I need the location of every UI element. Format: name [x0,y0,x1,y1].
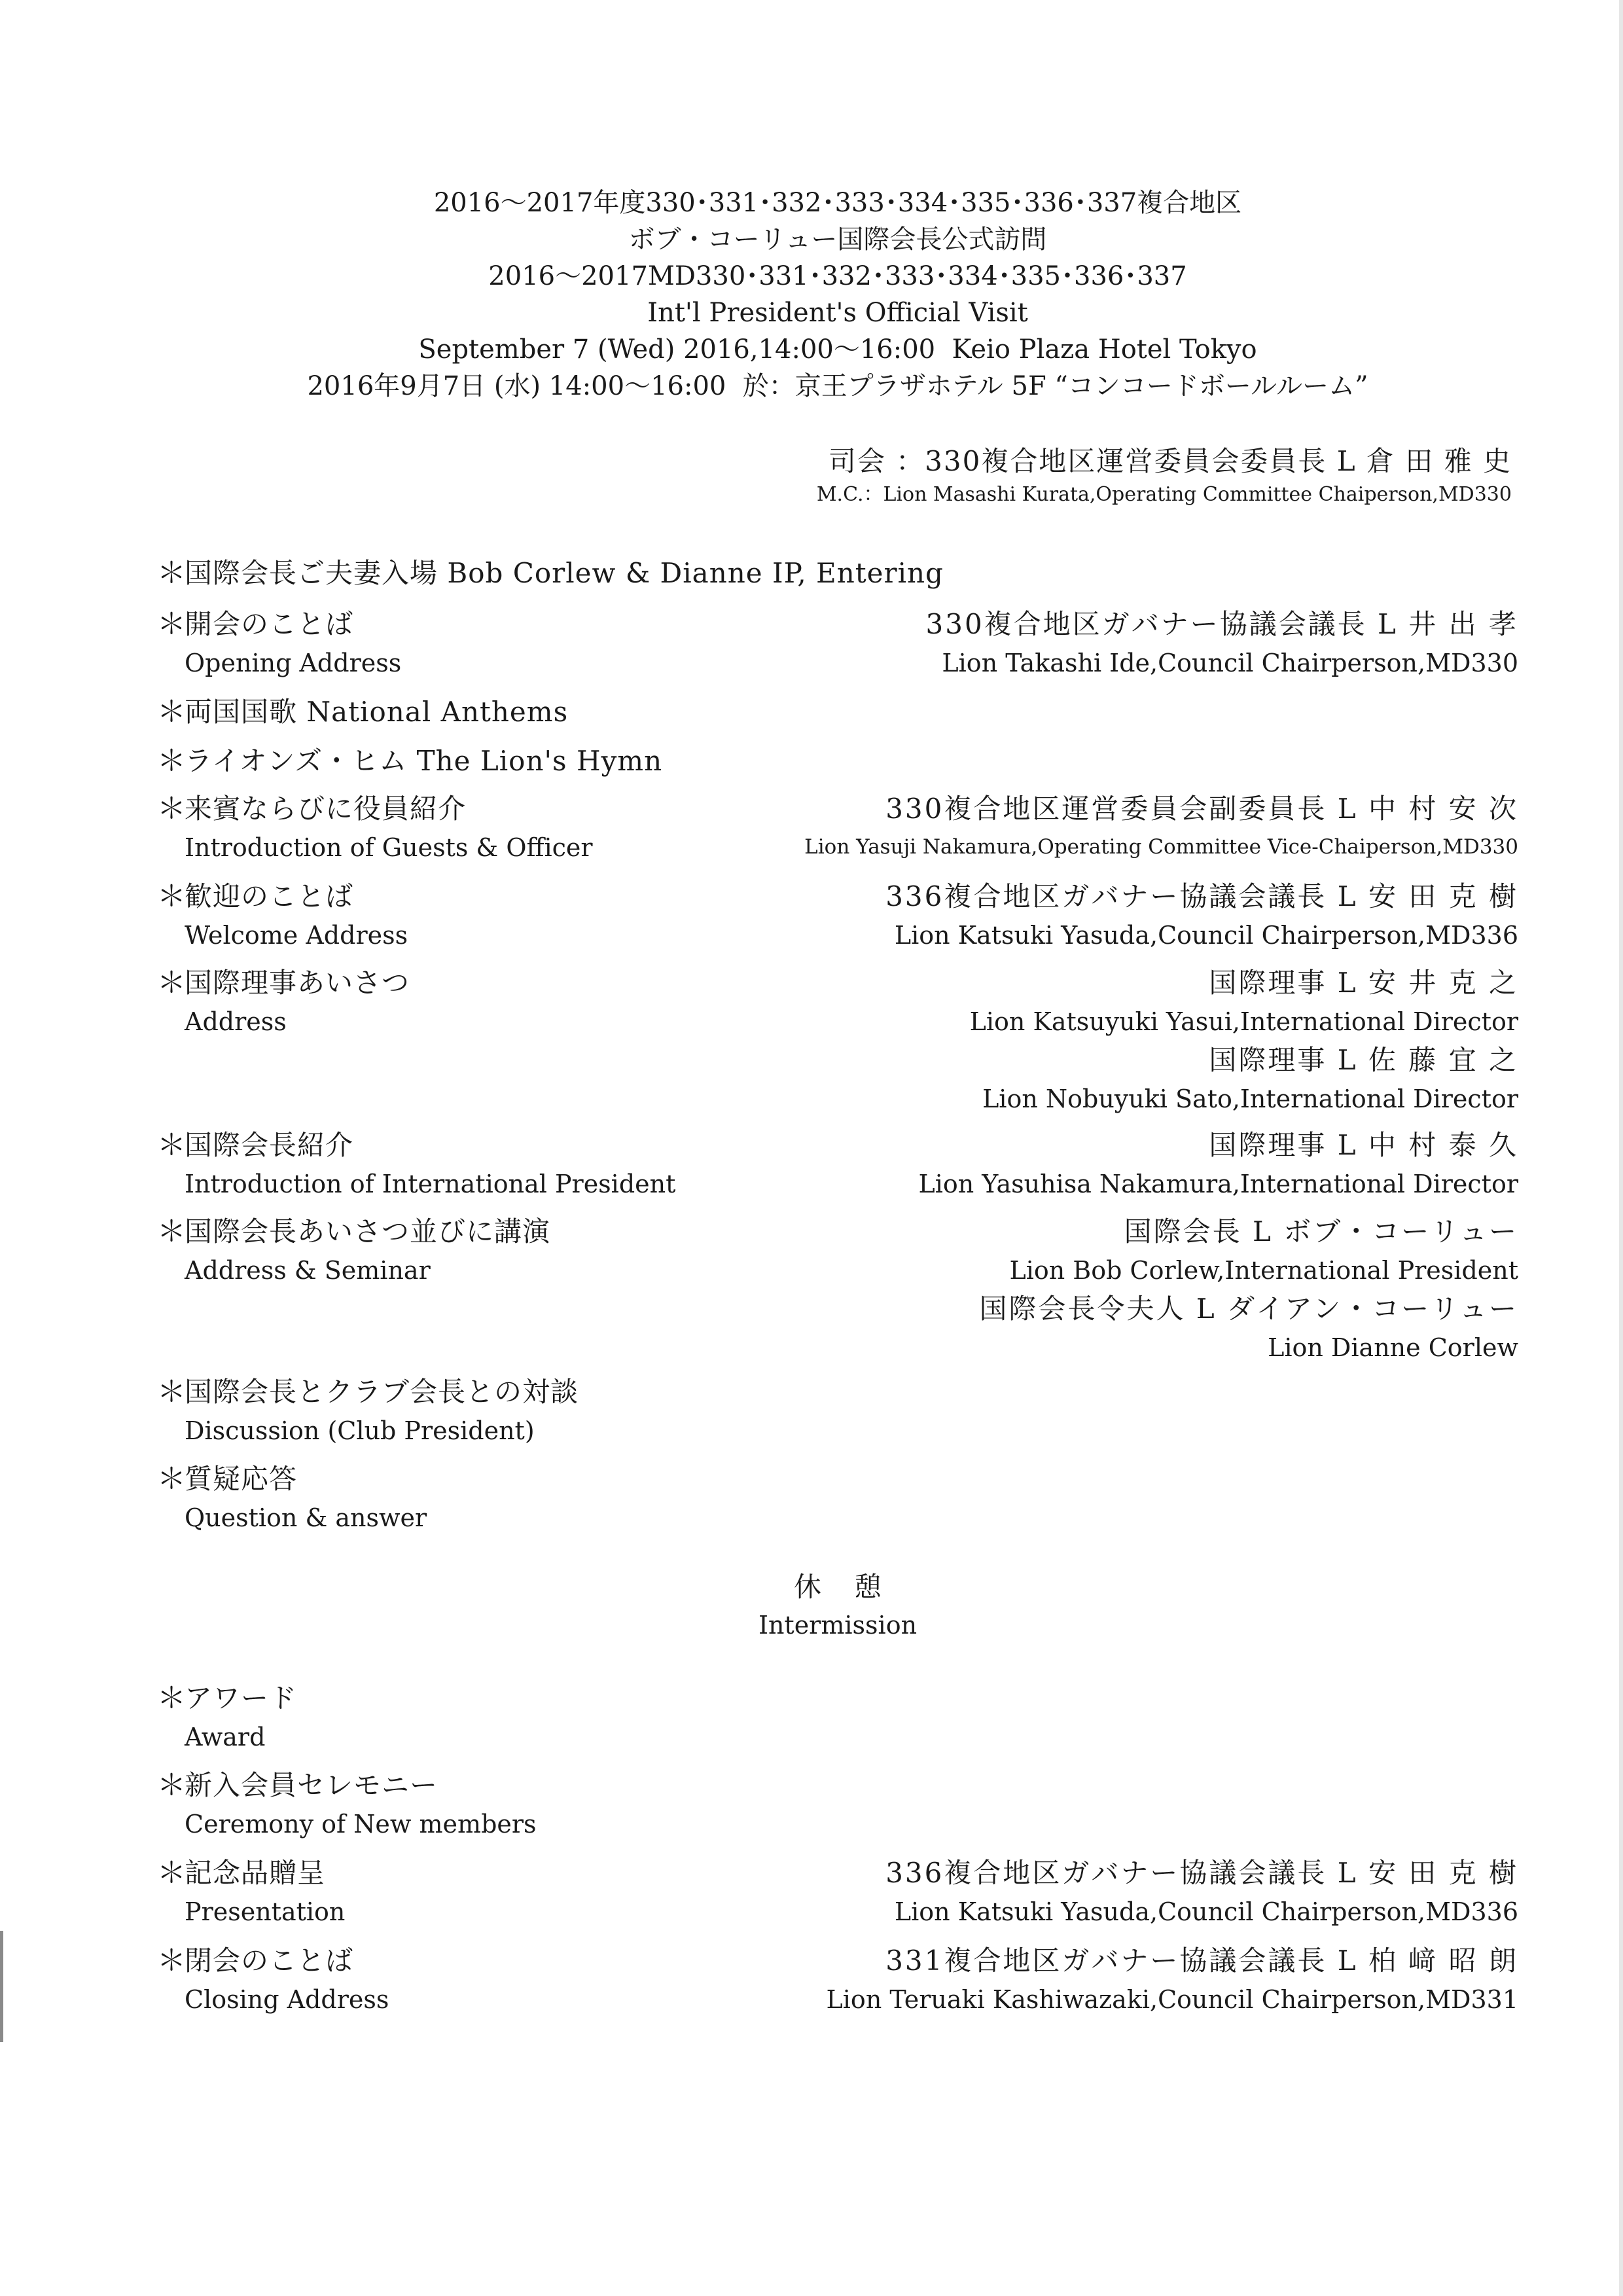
item-title-ja: ライオンズ・ヒム The Lion's Hymn [185,745,663,777]
item-title-en: Question & answer [185,1503,427,1532]
item-title-ja: 国際会長とクラブ会長との対談 [185,1376,579,1408]
bullet-icon: ＊ [157,792,187,825]
header-title-en: 2016～2017MD330･331･332･333･334･335･336･337 [488,261,1187,291]
item-title-ja: 両国国歌 National Anthems [185,696,569,728]
item-title-en: Address [185,1007,287,1036]
item-title-ja: 新入会員セレモニー [185,1769,438,1801]
item-title-en: Award [185,1723,266,1751]
intermission-ja: 休憩 [793,1571,914,1603]
item-title-ja: 歓迎のことば [185,880,354,912]
speaker-ja: 国際理事 L 安 井 克 之 [1209,967,1518,999]
bullet-icon: ＊ [157,556,187,590]
bullet-icon: ＊ [157,1215,187,1248]
speaker-ja: 国際会長 L ボブ・コーリュー [1124,1215,1518,1247]
item-title-ja: 国際理事あいさつ [185,967,410,999]
bullet-icon: ＊ [157,1856,187,1890]
speaker-en: Lion Dianne Corlew [1268,1333,1518,1362]
speaker-en: Lion Yasuji Nakamura,Operating Committee Vice-Chaiperson,MD330 [804,835,1518,859]
speaker-ja: 国際理事 L 佐 藤 宜 之 [1209,1044,1518,1076]
header-date-ja: 2016年9月7日 (水) 14:00～16:00 於：京王プラザホテル 5F “コンコードボールルーム” [307,371,1368,401]
speaker-en: Lion Katsuki Yasuda,Council Chairperson,MD336 [894,1897,1518,1926]
mc-en: M.C.：Lion Masashi Kurata,Operating Committee Chaiperson,MD330 [816,483,1512,506]
speaker-en: Lion Yasuhisa Nakamura,International Director [918,1170,1518,1198]
speaker-en: Lion Bob Corlew,International President [1009,1256,1518,1285]
bullet-icon: ＊ [157,1944,187,1977]
item-title-ja: 記念品贈呈 [185,1857,326,1889]
master-of-ceremonies [817,442,1512,509]
bullet-icon: ＊ [157,1375,187,1408]
header-title-ja: 2016～2017年度330･331･332･333･334･335･336･337複合地区 [433,188,1242,218]
bullet-icon: ＊ [157,607,187,641]
speaker-en: Lion Takashi Ide,Council Chairperson,MD330 [942,649,1518,677]
item-title-en: Ceremony of New members [185,1810,537,1839]
item-title-en: Introduction of International President [185,1170,676,1198]
item-title-ja: 国際会長紹介 [185,1129,354,1161]
speaker-ja: 国際理事 L 中 村 泰 久 [1209,1129,1518,1161]
bullet-icon: ＊ [157,695,187,728]
bullet-icon: ＊ [157,966,187,999]
header-subtitle-en: Int'l President's Official Visit [647,298,1028,328]
item-title-en: Welcome Address [185,921,408,950]
header-date-en: September 7 (Wed) 2016,14:00～16:00 Keio Plaza Hotel Tokyo [418,334,1257,365]
speaker-ja: 330複合地区運営委員会副委員長 L 中 村 安 次 [885,793,1518,825]
item-title-ja: 開会のことば [185,608,354,640]
header-subtitle-ja: ボブ・コーリュー国際会長公式訪問 [628,224,1047,255]
bullet-icon: ＊ [157,744,187,778]
speaker-ja: 331複合地区ガバナー協議会議長 L 柏 﨑 昭 朗 [885,1945,1518,1977]
item-title-ja: 来賓ならびに役員紹介 [185,793,467,825]
speaker-ja: 336複合地区ガバナー協議会議長 L 安 田 克 樹 [885,1857,1518,1889]
item-title-en: Discussion (Club President) [185,1416,535,1445]
speaker-ja: 国際会長令夫人 L ダイアン・コーリュー [979,1293,1518,1325]
intermission [661,1568,1014,1643]
item-title-en: Address & Seminar [185,1256,431,1285]
mc-ja: 司会 ：330複合地区運営委員会委員長 L 倉 田 雅 史 [828,445,1512,477]
bullet-icon: ＊ [157,1128,187,1162]
speaker-ja: 336複合地区ガバナー協議会議長 L 安 田 克 樹 [885,880,1518,912]
item-title-ja: 国際会長ご夫妻入場 Bob Corlew & Dianne IP, Entering [185,557,944,589]
bullet-icon: ＊ [157,1681,187,1715]
bullet-icon: ＊ [157,1768,187,1802]
document-header [0,185,1623,404]
item-title-en: Closing Address [185,1985,389,2014]
item-title-en: Opening Address [185,649,402,677]
bullet-icon: ＊ [157,1462,187,1496]
item-title-ja: 閉会のことば [185,1945,354,1977]
item-title-ja: 質疑応答 [185,1463,298,1495]
speaker-en: Lion Nobuyuki Sato,International Director [982,1085,1518,1113]
scan-mark [0,1931,3,2042]
speaker-en: Lion Katsuki Yasuda,Council Chairperson,MD336 [894,921,1518,950]
intermission-en: Intermission [758,1611,918,1640]
bullet-icon: ＊ [157,880,187,913]
speaker-en: Lion Katsuyuki Yasui,International Director [969,1007,1518,1036]
speaker-ja: 330複合地区ガバナー協議会議長 L 井 出 孝 [925,608,1518,640]
speaker-en: Lion Teruaki Kashiwazaki,Council Chairperson,MD331 [826,1985,1518,2014]
item-title-en: Introduction of Guests & Officer [185,833,593,862]
item-title-ja: アワード [185,1682,298,1714]
item-title-ja: 国際会長あいさつ並びに講演 [185,1215,551,1247]
item-title-en: Presentation [185,1897,346,1926]
